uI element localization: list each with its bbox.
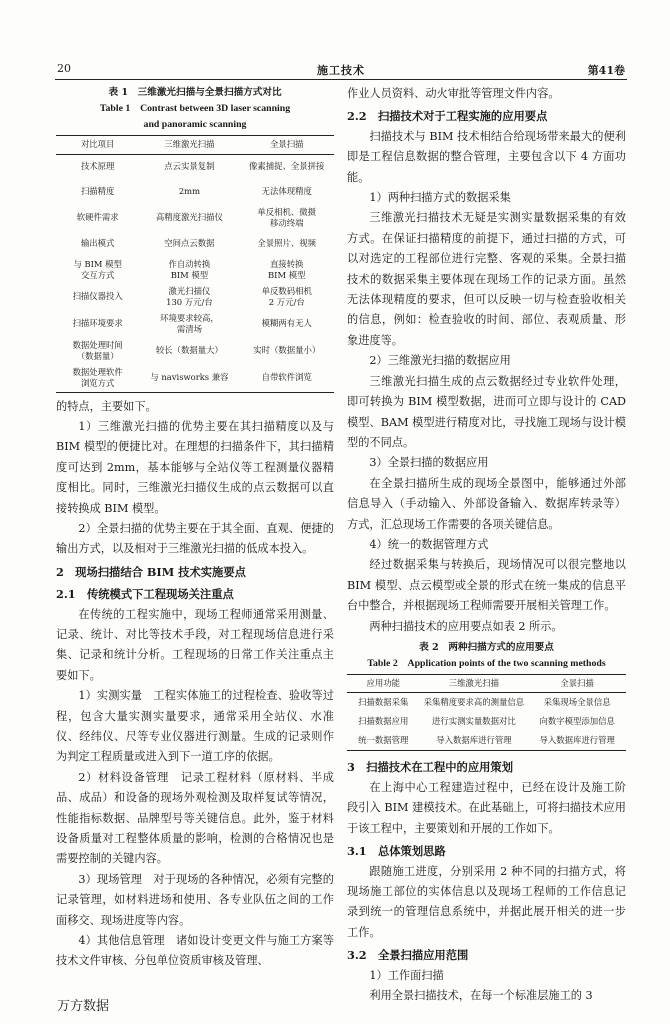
- table2-cell: 进行实测实量数据对比: [432, 716, 516, 727]
- table1-cell: 像素捕捉、全景拼接: [249, 161, 325, 172]
- paragraph: 扫描技术与 BIM 技术相结合给现场带来最大的便利即是工程信息数据的整合管理，主要包含以下 4 方面功能。: [347, 129, 626, 184]
- table2-caption-zh: 表 2 两种扫描方式的应用要点: [419, 641, 554, 653]
- list-heading: 2）三维激光扫描的数据应用: [369, 354, 511, 368]
- table1-cell: 技术原理: [80, 161, 115, 172]
- table1-cell: 高精度激光扫描仪: [155, 212, 223, 223]
- table1-cell: 数据处理软件 浏览方式: [56, 365, 139, 393]
- table2-header-cell: 全景扫描: [528, 674, 626, 693]
- subsection-heading: 2.2 扫描技术对于工程实施的应用要点: [347, 109, 548, 124]
- table2-header-cell: 应用功能: [347, 674, 420, 693]
- table1-row: [56, 257, 334, 284]
- table2-header-cell: 三维激光扫描: [420, 674, 529, 693]
- table1: [56, 86, 334, 393]
- paragraph: 三维激光扫描技术无疑是实测实量数据采集的有效方式。在保证扫描精度的前提下，通过扫描的方式，可以对选定的工程部位进行完整、客观的采集。全景扫描技术的数据采集主要体现在现场工作的记录方面。虽然无法体现精度的要求，但可以反映一切与检查验收相关的信息，例如：检查验收的时间、部位、表观质量、形象进度等。: [347, 211, 626, 347]
- volume-label: 第41卷: [587, 64, 625, 77]
- table1-cell: 与 navisworks 兼容: [139, 365, 239, 393]
- running-header: [57, 60, 625, 78]
- table1-cell: 扫描环境要求: [72, 318, 123, 329]
- table1-caption-zh: 表 1 三维激光扫描与全景扫描方式对比: [108, 87, 282, 98]
- subsection-heading: 3.2 全景扫描应用范围: [347, 948, 469, 963]
- page-number: 20: [57, 62, 71, 75]
- table1-caption-en-2: and panoramic scanning: [143, 119, 247, 130]
- table1-cell: 自带软件浏览: [239, 365, 334, 393]
- table2-row: [347, 712, 626, 731]
- paragraph: 经过数据采集与转换后，现场情况可以很完整地以 BIM 模型、点云模型或全景的形式在统一集成的信息平台中整合，并根据现场工程师需要开展相关管理工作。: [347, 558, 626, 613]
- table1-row: [56, 154, 334, 180]
- table1-cell: 2mm: [178, 186, 201, 197]
- section-heading: 2 现场扫描结合 BIM 技术实施要点: [56, 564, 246, 579]
- table1-cell: 与 BIM 模型 交互方式: [73, 258, 122, 280]
- list-heading: 1）两种扫描方式的数据采集: [369, 191, 511, 205]
- paragraph: 的特点，主要如下。: [56, 399, 157, 413]
- table2-caption-en: Table 2 Application points of the two scanning methods: [367, 657, 606, 669]
- table2-cell: 向数字模型添加信息: [539, 716, 615, 727]
- paragraph: 1）三维激光扫描的优势主要在其扫描精度以及与 BIM 模型的便捷比对。在理想的扫描条件下，其扫描精度可达到 2mm，基本能够与全站仪等工程测量仪器精度相比。同时，三维激光扫描仪生成的点云数据可以直接转换成 BIM 模型。: [56, 419, 334, 515]
- table2-cell: 扫描数据采集: [358, 697, 409, 708]
- table1-grid: [56, 135, 334, 393]
- paragraph: 2）材料设备管理 记录工程材料（原材料、半成品、成品）和设备的现场外观检测及取样复试等情况，性能指标数据、品牌型号等关键信息。此外，鉴于材料设备质量对工程整体质量的影响，检测的合格情况也是需要控制的关键内容。: [56, 770, 334, 866]
- list-heading: 4）统一的数据管理方式: [369, 537, 489, 551]
- table2-row: [347, 693, 626, 713]
- paragraph: 1）实测实量 工程实体施工的过程检查、验收等过程，包含大量实测实量要求，通常采用全站仪、水准仪、经纬仪、尺等专业仪器进行测量。生成的记录则作为判定工程质量或进入到下一道工序的依据。: [56, 689, 334, 764]
- section-heading: 3 扫描技术在工程中的应用策划: [347, 760, 514, 775]
- table1-cell: 作自动转换 BIM 模型: [168, 258, 211, 280]
- table2-cell: 采集现场全景信息: [543, 697, 611, 708]
- table1-cell: 模糊两有无人: [261, 318, 312, 329]
- table1-cell: 输出模式: [80, 238, 115, 249]
- table2-body: [347, 693, 626, 751]
- source-watermark: 万方数据: [57, 999, 110, 1014]
- table2-grid: [347, 674, 626, 752]
- table2-cell: 统一数据管理: [347, 731, 420, 751]
- table1-cell: 扫描仪器投入: [72, 291, 123, 302]
- table1-cell: 单反相机、微摄 移动终端: [257, 206, 317, 228]
- list-heading: 3）全景扫描的数据应用: [369, 456, 489, 470]
- table1-body: [56, 154, 334, 392]
- header-rule: [55, 79, 627, 80]
- table1-cell: 空间点云数据: [164, 238, 215, 249]
- right-column: [347, 84, 626, 1006]
- paragraph: 在全景扫描所生成的现场全景图中，能够通过外部信息导入（手动输入、外部设备输入、数据库转录等）方式，汇总现场工作需要的各项关键信息。: [347, 476, 626, 531]
- paragraph: 作业人员资料、动火审批等管理文件内容。: [347, 87, 560, 100]
- table1-cell: 点云实景复制: [164, 161, 215, 172]
- table1-caption-en-1: Table 1 Contrast between 3D laser scanning: [99, 103, 291, 114]
- paragraph: 三维激光扫描生成的点云数据经过专业软件处理，即可转换为 BIM 模型数据，进而可立即与设计的 CAD 模型、BAM 模型进行精度对比，寻找施工现场与设计模型的不同点。: [347, 374, 626, 449]
- subsection-heading: 3.1 总体策划思路: [347, 844, 446, 859]
- left-column: [56, 84, 334, 972]
- table1-row: [56, 338, 334, 365]
- table1-cell: 直接转换 BIM 模型: [268, 258, 306, 280]
- table2: [347, 641, 626, 752]
- table1-row: [56, 205, 334, 232]
- table1-cell: 数据处理时间 （数据量）: [72, 339, 123, 361]
- table1-row: [56, 311, 334, 338]
- table1-row: [56, 232, 334, 257]
- paragraph: 利用全景扫描技术，在每一个标准层施工的 3: [369, 988, 593, 1002]
- paragraph: 在传统的工程实施中，现场工程师通常采用测量、记录、统计、对比等技术手段，对工程现场信息进行采集、记录和统计分析。工程现场的日常工作关注重点主要如下。: [56, 607, 334, 682]
- paragraph: 两种扫描技术的应用要点如表 2 所示。: [369, 619, 563, 633]
- table1-cell: 环境要求较高， 需清场: [160, 312, 219, 334]
- table1-row: [56, 284, 334, 311]
- table1-cell: 全景照片、视频: [257, 238, 317, 249]
- journal-title: 施工技术: [317, 64, 365, 77]
- table1-header-cell: 三维激光扫描: [139, 136, 239, 155]
- table2-cell: 扫描数据应用: [358, 716, 409, 727]
- table1-cell: 无法体现精度: [261, 186, 312, 197]
- table2-cell: 导入数据库进行管理: [528, 731, 626, 751]
- table1-cell: 单反数码相机 2 万元/台: [261, 285, 312, 307]
- paragraph: 2）全景扫描的优势主要在于其全面、直观、便捷的输出方式，以及相对于三维激光扫描的低成本投入。: [56, 521, 334, 556]
- paragraph: 3）现场管理 对于现场的各种情况，必须有完整的记录管理，如材料进场和使用、各专业队伍之间的工作面移交、现场进度等内容。: [56, 872, 334, 927]
- table1-cell: 实时（数据量小）: [253, 345, 321, 356]
- subsection-heading: 2.1 传统模式下工程现场关注重点: [56, 587, 234, 602]
- table2-row: [347, 731, 626, 751]
- table1-cell: 软硬件需求: [76, 212, 119, 223]
- table1-row: [56, 365, 334, 393]
- table2-cell: 采集精度要求高的测量信息: [423, 697, 525, 708]
- table1-header-cell: 对比项目: [56, 136, 139, 155]
- paragraph: 在上海中心工程建造过程中，已经在设计及施工阶段引入 BIM 建模技术。在此基础上，可将扫描技术应用于该工程中，主要策划和开展的工作如下。: [347, 780, 626, 835]
- table1-header-cell: 全景扫描: [239, 136, 334, 155]
- table1-cell: 激光扫描仪 130 万元/台: [166, 285, 213, 307]
- table1-row: [56, 180, 334, 205]
- table1-cell: 扫描精度: [80, 186, 115, 197]
- paragraph: 跟随施工进度，分别采用 2 种不同的扫描方式，将现场施工部位的实体信息以及现场工程师的工作信息记录到统一的管理信息系统中，并据此展开相关的进一步工作。: [347, 864, 626, 939]
- paragraph: 4）其他信息管理 诸如设计变更文件与施工方案等技术文件审核、分包单位资质审核及管理、: [56, 934, 334, 968]
- table2-cell: 导入数据库进行管理: [420, 731, 529, 751]
- list-heading: 1）工作面扫描: [369, 968, 444, 982]
- table1-cell: 较长（数据量大）: [155, 345, 223, 356]
